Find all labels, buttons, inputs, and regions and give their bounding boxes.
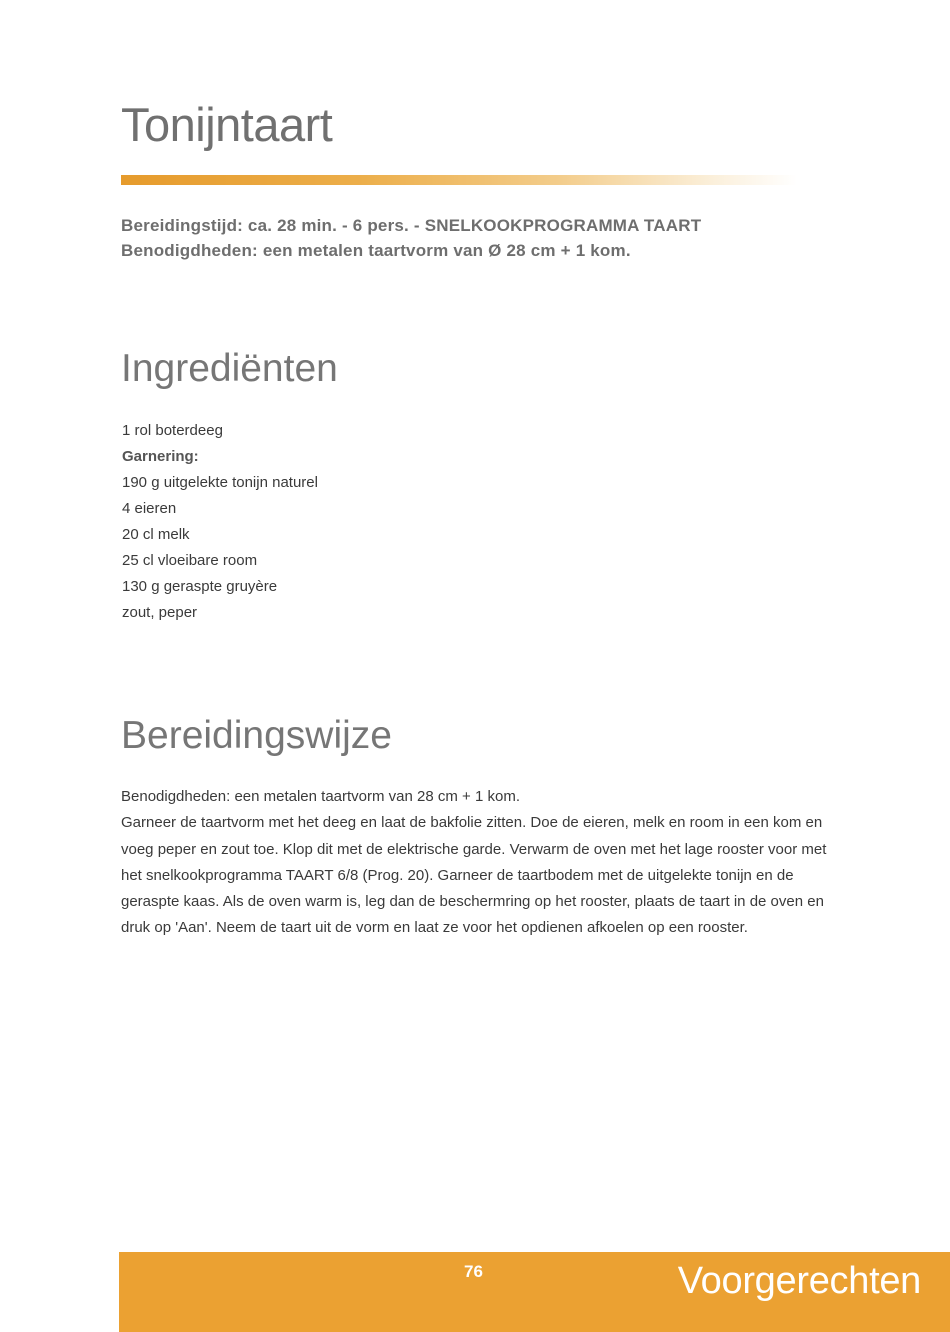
ingredient-item: 130 g geraspte gruyère [122,578,278,595]
ingredient-item: 4 eieren [122,500,177,517]
preparation-time-info: Bereidingstijd: ca. 28 min. - 6 pers. - SNELKOOKPROGRAMMA TAART [121,216,702,235]
preparation-paragraph: Garneer de taartvorm met het deeg en laat de bakfolie zitten. Doe de eieren, melk en room in een kom en voeg peper en zout toe. Klop dit met de elektrische garde. Verwarm de oven met het lage rooster voor met het snelkookprogramma TAART 6/8 (Prog. 20). Garneer de taartbodem met de uitgelekte tonijn en de geraspte kaas. Als de oven warm is, leg dan de beschermring op het rooster, plaats de taart in de oven en druk op 'Aan'. Neem de taart uit de vorm en laat ze voor het opdienen afkoelen op een rooster. [121,814,827,937]
preparation-text [121,784,836,942]
ingredients-list [122,418,318,626]
section-name: Voorgerechten [677,1260,921,1302]
recipe-meta [121,213,811,263]
ingredient-item: zout, peper [122,604,198,621]
title-underline-divider [121,175,797,185]
equipment-info: Benodigdheden: een metalen taartvorm van Ø 28 cm + 1 kom. [121,241,631,260]
ingredient-item: 190 g uitgelekte tonijn naturel [122,474,318,491]
ingredients-heading: Ingrediënten [121,347,338,390]
ingredient-subheading: Garnering: [122,448,199,465]
preparation-paragraph: Benodigdheden: een metalen taartvorm van 28 cm + 1 kom. [121,788,520,805]
page-title: Tonijntaart [121,98,333,151]
preparation-heading: Bereidingswijze [121,714,392,757]
ingredient-item: 25 cl vloeibare room [122,552,258,569]
ingredient-item: 20 cl melk [122,526,190,543]
ingredient-item: 1 rol boterdeeg [122,422,223,439]
page-number: 76 [464,1262,483,1281]
